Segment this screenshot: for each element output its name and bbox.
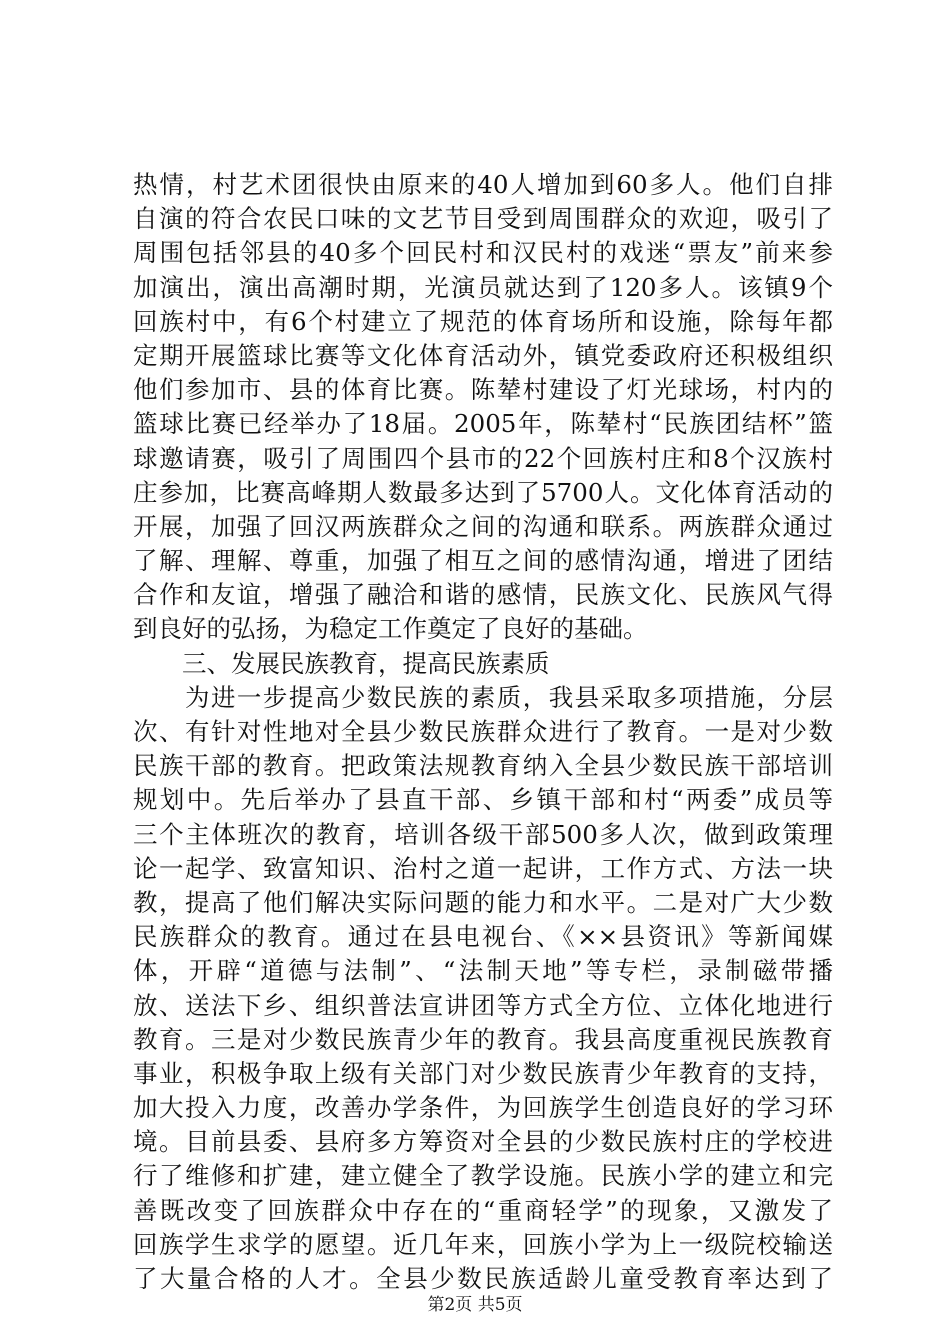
text-line: 三个主体班次的教育，培训各级干部500多人次，做到政策理	[133, 819, 833, 849]
text-line: 他们参加市、县的体育比赛。陈辇村建设了灯光球场，村内的	[133, 375, 833, 405]
text-line: 庄参加，比赛高峰期人数最多达到了5700人。文化体育活动的	[133, 477, 833, 507]
text-line: 了解、理解、尊重，加强了相互之间的感情沟通，增进了团结	[133, 546, 833, 576]
text-line: 加演出，演出高潮时期，光演员就达到了120多人。该镇9个	[133, 272, 833, 302]
text-line: 了大量合格的人才。全县少数民族适龄儿童受教育率达到了	[133, 1264, 833, 1293]
text-line: 热情，村艺术团很快由原来的40人增加到60多人。他们自排	[133, 170, 833, 199]
text-line: 次、有针对性地对全县少数民族群众进行了教育。一是对少数	[133, 717, 833, 746]
text-line: 自演的符合农民口味的文艺节目受到周围群众的欢迎，吸引了	[133, 204, 833, 234]
text-line: 体，开辟“道德与法制”、“法制天地”等专栏，录制磁带播	[133, 956, 833, 986]
text-line: 善既改变了回族群众中存在的“重商轻学”的现象，又激发了	[133, 1195, 833, 1225]
text-line: 篮球比赛已经举办了18届。2005年，陈辇村“民族团结杯”篮	[133, 409, 833, 439]
text-line: 回族学生求学的愿望。近几年来，回族小学为上一级院校输送	[133, 1229, 833, 1259]
text-line: 民族群众的教育。通过在县电视台、《××县资讯》等新闻媒	[133, 922, 833, 952]
text-line: 论一起学、致富知识、治村之道一起讲，工作方式、方法一块	[133, 853, 833, 883]
text-line: 合作和友谊，增强了融洽和谐的感情，民族文化、民族风气得	[133, 580, 833, 610]
text-line: 民族干部的教育。把政策法规教育纳入全县少数民族干部培训	[133, 751, 833, 781]
text-line: 开展，加强了回汉两族群众之间的沟通和联系。两族群众通过	[133, 511, 833, 541]
text-line: 周围包括邻县的40多个回民村和汉民村的戏迷“票友”前来参	[133, 238, 833, 268]
text-line: 回族村中，有6个村建立了规范的体育场所和设施，除每年都	[133, 306, 833, 336]
text-line: 规划中。先后举办了县直干部、乡镇干部和村“两委”成员等	[133, 785, 833, 815]
text-line: 加大投入力度，改善办学条件，为回族学生创造良好的学习环	[133, 1093, 833, 1123]
text-line: 教育。三是对少数民族青少年的教育。我县高度重视民族教育	[133, 1024, 833, 1054]
text-line: 为进一步提高少数民族的素质，我县采取多项措施，分层	[133, 682, 833, 712]
text-line: 球邀请赛，吸引了周围四个县市的22个回族村庄和8个汉族村	[133, 443, 833, 473]
page-footer: 第2页 共5页	[427, 1295, 523, 1315]
section-heading: 三、发展民族教育，提高民族素质	[182, 648, 550, 678]
text-line: 到良好的弘扬，为稳定工作奠定了良好的基础。	[133, 614, 648, 644]
text-line: 教，提高了他们解决实际问题的能力和水平。二是对广大少数	[133, 887, 833, 917]
text-line: 放、送法下乡、组织普法宣讲团等方式全方位、立体化地进行	[133, 990, 833, 1020]
text-line: 境。目前县委、县府多方筹资对全县的少数民族村庄的学校进	[133, 1127, 833, 1157]
text-line: 行了维修和扩建，建立健全了教学设施。民族小学的建立和完	[133, 1161, 833, 1191]
text-line: 事业，积极争取上级有关部门对少数民族青少年教育的支持，	[133, 1058, 833, 1088]
body-text	[133, 168, 833, 1296]
text-line: 定期开展篮球比赛等文化体育活动外，镇党委政府还积极组织	[133, 340, 833, 370]
